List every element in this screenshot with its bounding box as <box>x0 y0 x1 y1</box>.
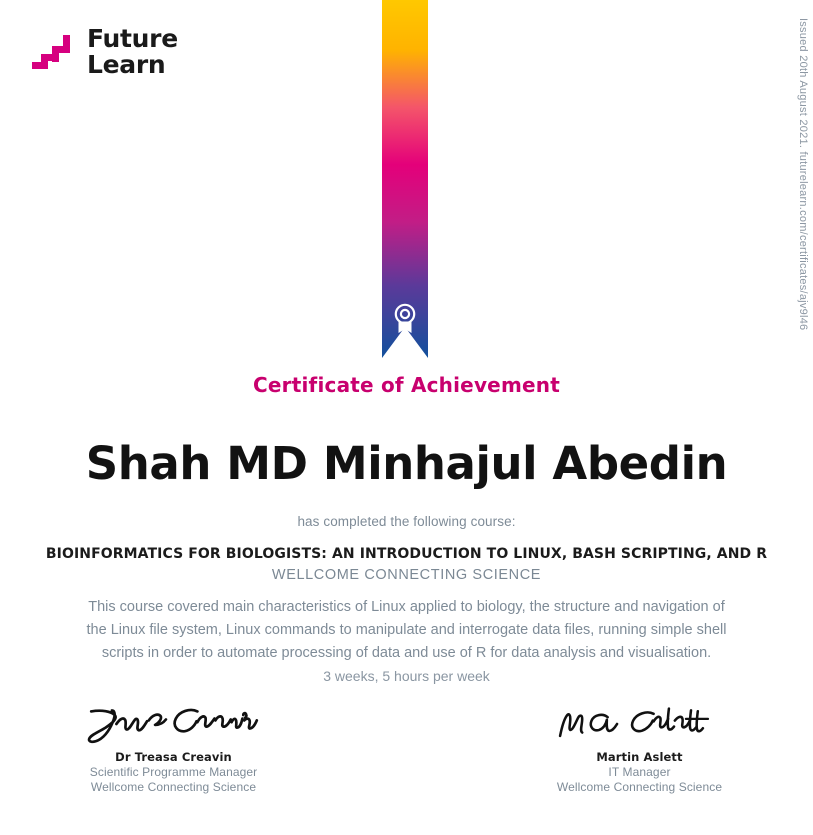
signature-row <box>0 700 813 795</box>
signatory-block <box>49 700 299 795</box>
logo-word-line2: Learn <box>87 49 166 79</box>
signatory-role: IT Manager <box>608 765 671 779</box>
signatory-role: Scientific Programme Manager <box>89 765 258 779</box>
handwritten-signature-icon <box>49 700 299 746</box>
handwritten-signature-icon <box>515 700 765 746</box>
signatory-name: Dr Treasa Creavin <box>115 750 232 764</box>
futurelearn-staircase-icon <box>30 28 78 76</box>
signatory-organisation: Wellcome Connecting Science <box>90 780 257 794</box>
completed-label: has completed the following course: <box>297 514 516 529</box>
page-title: Certificate of Achievement <box>253 373 560 397</box>
signatory-name: Martin Aslett <box>596 750 683 764</box>
logo-word-line1: Future <box>87 24 178 53</box>
signatory-block <box>515 700 765 795</box>
course-organisation: WELLCOME CONNECTING SCIENCE <box>271 567 542 583</box>
course-duration: 3 weeks, 5 hours per week <box>323 668 490 684</box>
course-name: BIOINFORMATICS FOR BIOLOGISTS: AN INTRODUCTION TO LINUX, BASH SCRIPTING, AND R <box>45 546 768 562</box>
signatory-organisation: Wellcome Connecting Science <box>556 780 723 794</box>
recipient-name: Shah MD Minhajul Abedin <box>85 437 728 490</box>
futurelearn-wordmark <box>87 26 178 77</box>
course-description: This course covered main characteristics of Linux applied to biology, the structure and navigation of the Linux file system, Linux commands to manipulate and interrogate data files, running simple shell scripts in order to automate processing of data and use of R for data analysis and visualisation. <box>86 599 727 661</box>
award-ribbon <box>382 0 428 358</box>
futurelearn-logo <box>30 26 178 77</box>
issue-verification-text: Issued 20th August 2021. futurelearn.com/certificates/ajv9l46 <box>797 18 809 331</box>
